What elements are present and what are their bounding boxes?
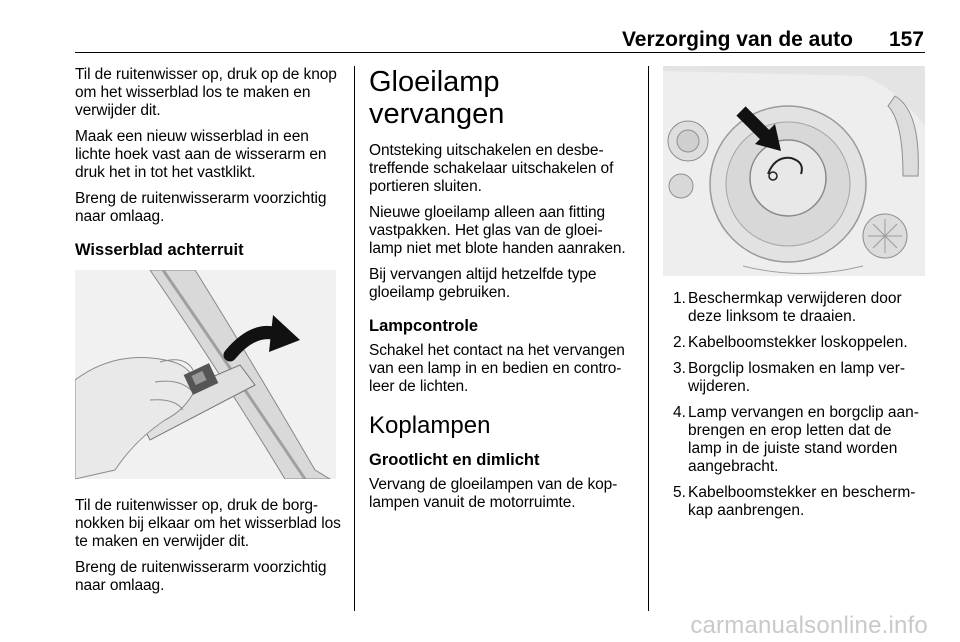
step-text: Borgclip losmaken en lamp ver-wijderen. bbox=[688, 360, 906, 395]
paragraph: Nieuwe gloeilamp alleen aan fitting vastpakken. Het glas van de gloei-lamp niet met blote handen aanraken. bbox=[369, 204, 626, 257]
column-1 bbox=[75, 66, 343, 603]
section-heading-headlamps: Koplampen bbox=[369, 412, 491, 439]
step-number: 4. bbox=[673, 404, 686, 421]
page-title: Verzorging van de auto bbox=[621, 28, 853, 51]
list-item bbox=[663, 484, 927, 520]
step-text: Kabelboomstekker en bescherm-kap aanbrengen. bbox=[688, 484, 916, 519]
column-divider bbox=[648, 66, 649, 611]
step-number: 3. bbox=[673, 360, 686, 377]
column-2 bbox=[369, 66, 633, 520]
list-item bbox=[663, 360, 927, 396]
column-3 bbox=[663, 66, 927, 528]
steps-list bbox=[663, 290, 927, 520]
headlamp-illustration bbox=[663, 66, 925, 276]
step-number: 1. bbox=[673, 290, 686, 307]
section-heading-beam: Grootlicht en dimlicht bbox=[369, 451, 540, 469]
list-item bbox=[663, 290, 927, 326]
paragraph: Vervang de gloeilampen van de kop-lampen vanuit de motorruimte. bbox=[369, 476, 618, 511]
step-text: Beschermkap verwijderen door deze linksom te draaien. bbox=[688, 290, 902, 325]
list-item bbox=[663, 404, 927, 476]
watermark: carmanualsonline.info bbox=[690, 612, 928, 639]
paragraph: Breng de ruitenwisserarm voorzichtig naar omlaag. bbox=[75, 190, 327, 225]
page-header bbox=[75, 26, 925, 53]
step-text: Kabelboomstekker loskoppelen. bbox=[688, 334, 908, 351]
step-number: 2. bbox=[673, 334, 686, 351]
paragraph: Breng de ruitenwisserarm voorzichtig naar omlaag. bbox=[75, 559, 327, 594]
step-number: 5. bbox=[673, 484, 686, 501]
section-heading-bulb-replace: Gloeilamp vervangen bbox=[369, 66, 505, 130]
section-heading-lamp-check: Lampcontrole bbox=[369, 317, 479, 335]
paragraph: Ontsteking uitschakelen en desbe-treffende schakelaar uitschakelen of portieren sluiten. bbox=[369, 142, 614, 195]
section-heading-rear-wiper: Wisserblad achterruit bbox=[75, 241, 244, 259]
step-text: Lamp vervangen en borgclip aan-brengen en erop letten dat de lamp in de juiste stand worden aangebracht. bbox=[688, 404, 919, 475]
column-divider bbox=[354, 66, 355, 611]
paragraph: Bij vervangen altijd hetzelfde type gloeilamp gebruiken. bbox=[369, 266, 597, 301]
paragraph: Maak een nieuw wisserblad in een lichte hoek vast aan de wisserarm en druk het in tot het vastklikt. bbox=[75, 128, 327, 181]
list-item bbox=[663, 334, 927, 352]
paragraph: Schakel het contact na het vervangen van een lamp in en bedien en contro-leer de lichten. bbox=[369, 342, 625, 395]
rear-wiper-illustration bbox=[75, 270, 336, 479]
paragraph: Til de ruitenwisser op, druk op de knop om het wisserblad los te maken en verwijder dit. bbox=[75, 66, 337, 119]
paragraph: Til de ruitenwisser op, druk de borg-nokken bij elkaar om het wisserblad los te maken en verwijder dit. bbox=[75, 497, 341, 550]
page-number: 157 bbox=[888, 28, 924, 51]
